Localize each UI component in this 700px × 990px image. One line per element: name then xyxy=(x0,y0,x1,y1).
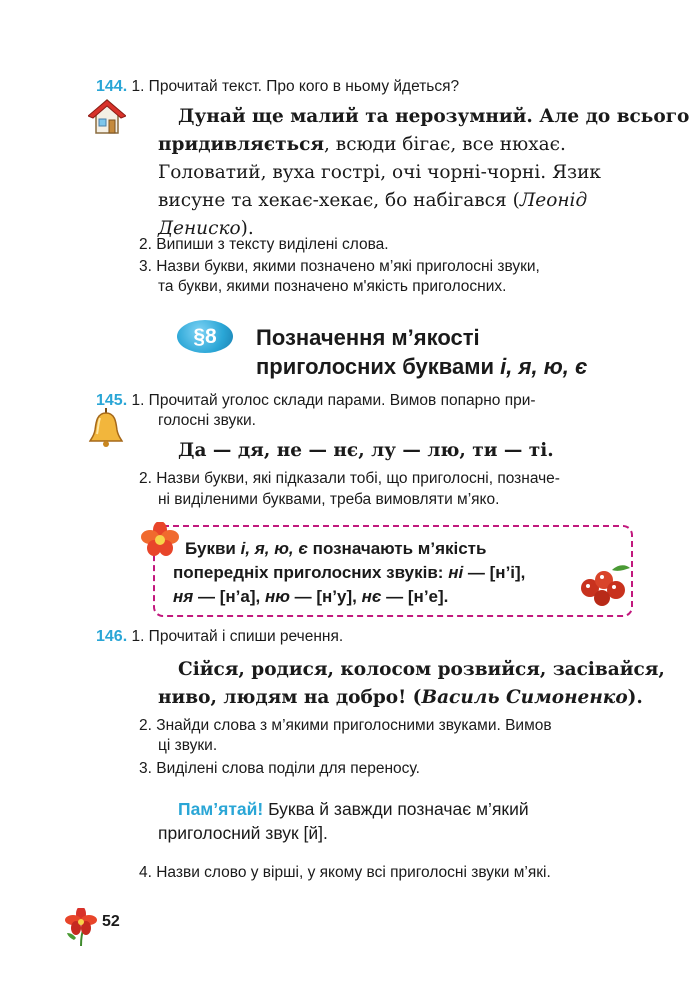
rule-letters: і, я, ю, є xyxy=(240,539,308,558)
bell-icon xyxy=(88,406,126,448)
ex146-text-line2 xyxy=(158,684,643,712)
ex146-text-line1 xyxy=(178,656,665,684)
ex144-task3b: та букви, якими позначено м'якість приголосних. xyxy=(158,278,507,295)
ex144-highlight-word: придивляється xyxy=(158,134,325,155)
ex144-author-first: Леонід xyxy=(519,190,588,211)
ex144-text-line1 xyxy=(178,103,689,131)
ex145-syllables-text: Да — дя, не — нє, лу — лю, ти — ті. xyxy=(178,440,554,461)
section-title-text: приголосних буквами xyxy=(256,354,501,379)
section-badge: §8 xyxy=(177,320,233,353)
section-title-letters: і, я, ю, є xyxy=(500,354,588,379)
rule-text-2a: попередніх приголосних звуків: xyxy=(173,563,449,582)
ex144-text-line2 xyxy=(158,131,566,159)
ex146-task2b: ці звуки. xyxy=(158,737,218,754)
ex145-task1b: голосні звуки. xyxy=(158,412,256,429)
ex146-task1: 1. Прочитай і спиши речення. xyxy=(131,628,344,645)
ex144-header xyxy=(96,76,459,97)
ex144-number: 144. xyxy=(96,78,128,95)
remember-label: Пам’ятай! xyxy=(178,799,264,819)
ex145-task2a: 2. Назви букви, які підказали тобі, що приголосні, позначе- xyxy=(139,470,560,487)
rule-example-nie: нє xyxy=(361,587,382,606)
ex144-task2: 2. Випиши з тексту виділені слова. xyxy=(139,236,389,253)
rule-line2 xyxy=(173,560,525,585)
rule-text-3b: — [н’а], xyxy=(193,587,265,606)
ex144-text-line4 xyxy=(158,187,587,215)
rule-example-ni: ні xyxy=(448,563,464,582)
section-title-line2 xyxy=(256,352,587,381)
ex144-text-d: висуне та хекає-хекає, бо набігався ( xyxy=(158,190,520,211)
ex146-task2a: 2. Знайди слова з м’якими приголосними звуками. Вимов xyxy=(139,717,552,734)
rule-example-niu: ню xyxy=(264,587,290,606)
ex145-task2b: ні виділеними буквами, треба вимовляти м’яко. xyxy=(158,491,500,508)
ex144-author-last: Дениско xyxy=(158,218,241,239)
rule-line3 xyxy=(173,584,448,609)
ex144-text-line3 xyxy=(158,159,601,187)
rule-text-3d: — [н’у], xyxy=(289,587,362,606)
ex145-syllables xyxy=(178,437,554,465)
rule-text-1c: позначають м’якість xyxy=(307,539,487,558)
ex144-text-b2: , всюди бігає, все нюхає. xyxy=(324,134,566,155)
rule-example-nia: ня xyxy=(173,587,194,606)
ex146-text-b: ниво, людям на добро! ( xyxy=(158,687,422,708)
remember-line1 xyxy=(178,797,529,821)
ex146-author: Василь Симоненко xyxy=(421,687,628,708)
ex144-task1: 1. Прочитай текст. Про кого в ньому йдеться? xyxy=(131,78,460,95)
ex145-header xyxy=(96,390,536,411)
page-flower-icon xyxy=(62,908,100,948)
ex146-task4: 4. Назви слово у вірші, у якому всі приголосні звуки м’які. xyxy=(139,864,551,881)
remember-line2: приголосний звук [й]. xyxy=(158,823,328,843)
ex146-task3: 3. Виділені слова поділи для переносу. xyxy=(139,760,420,777)
ex144-text-c: Головатий, вуха гострі, очі чорні-чорні. Язик xyxy=(158,162,601,183)
ex146-header xyxy=(96,626,343,647)
rule-text-1a: Букви xyxy=(185,539,241,558)
rule-text-3f: — [н’е]. xyxy=(381,587,449,606)
ex145-number: 145. xyxy=(96,392,128,409)
remember-text-a: Буква й завжди позначає м’який xyxy=(263,799,529,819)
rule-text-2c: — [н’і], xyxy=(463,563,526,582)
ex144-text-a: Дунай ще малий та нерозумний. Але до всього xyxy=(178,106,690,127)
ex144-text-end: ). xyxy=(240,218,254,239)
ex146-text-end: ). xyxy=(627,687,643,708)
ex146-text-a: Сійся, родися, колосом розвийся, засівайся, xyxy=(178,659,665,680)
ex145-task1a: 1. Прочитай уголос склади парами. Вимов попарно при- xyxy=(131,392,536,409)
flower-icon xyxy=(140,522,182,558)
house-icon xyxy=(88,98,126,136)
ex144-task3a: 3. Назви букви, якими позначено м’які приголосні звуки, xyxy=(139,258,540,275)
page-number: 52 xyxy=(102,913,120,930)
rule-line1 xyxy=(185,536,486,561)
section-title-line1: Позначення м’якості xyxy=(256,325,480,350)
ex146-number: 146. xyxy=(96,628,128,645)
berries-icon xyxy=(572,558,634,610)
